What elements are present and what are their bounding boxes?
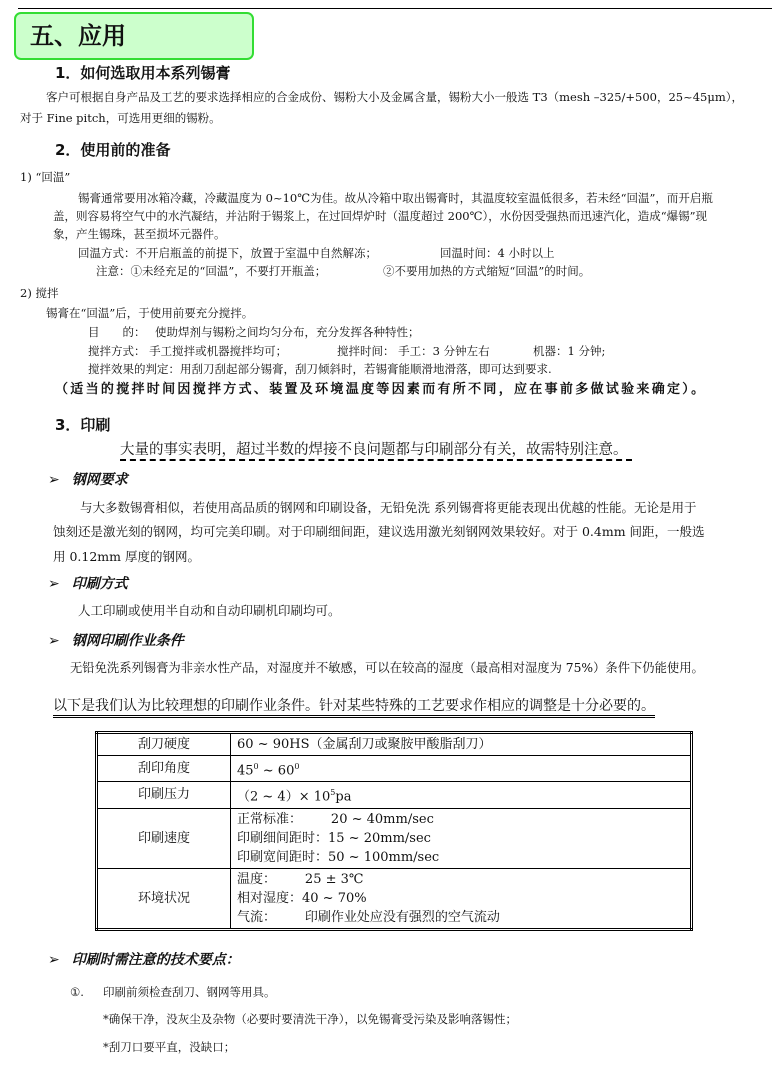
section-title: 五、应用	[30, 22, 126, 50]
para: 盖，则容易将空气中的水汽凝结，并沾附于锡浆上，在过回焊炉时（温度超过 200℃），水份因受强热而迅速汽化，造成“爆锡”现	[53, 209, 707, 223]
heading-2: 2．使用前的准备	[55, 141, 171, 159]
item-label: 2) 搅拌	[20, 286, 59, 300]
arrow-right-icon: ➢	[48, 952, 60, 968]
para: 象，产生锡珠，甚至损坏元器件。	[53, 227, 226, 241]
emphasis-note: 大量的事实表明，超过半数的焊接不良问题都与印刷部分有关，故需特别注意。	[120, 441, 632, 461]
para: 客户可根据自身产品及工艺的要求选择相应的合金成份、锡粉大小及金属含量，锡粉大小一般选 T3（mesh –325/+500，25~45μm），	[46, 90, 744, 104]
subheading: ➢ 钢网印刷作业条件	[48, 633, 184, 649]
para: 蚀刻还是激光刻的钢网，均可完美印刷。对于印刷细间距，建议选用激光刻钢网效果较好。对于 0.4mm 间距，一般选	[53, 524, 705, 539]
para: 用 0.12mm 厚度的钢网。	[53, 549, 200, 564]
para: 搅拌方式： 手工搅拌或机器搅拌均可；	[88, 344, 288, 358]
top-rule	[18, 8, 772, 9]
para: 目 的：	[88, 325, 146, 339]
para: 与大多数锡膏相似，若使用高品质的钢网和印刷设备，无铅免洗 系列锡膏将更能表现出优越的性能。无论是用于	[80, 500, 697, 515]
heading-1: 1．如何选取用本系列锡膏	[55, 64, 231, 82]
underlined-note: 以下是我们认为比较理想的印刷作业条件。针对某些特殊的工艺要求作相应的调整是十分必要的。	[53, 697, 655, 718]
item-label: 1) “回温”	[20, 170, 71, 184]
arrow-right-icon: ➢	[48, 633, 60, 649]
para: 无铅免洗系列锡膏为非亲水性产品，对湿度并不敏感，可以在较高的湿度（最高相对湿度为 75%）条件下仍能使用。	[70, 661, 704, 675]
arrow-right-icon: ➢	[48, 472, 60, 488]
subheading: ➢ 钢网要求	[48, 472, 128, 488]
para: 锡膏在“回温”后，于使用前要充分搅拌。	[46, 306, 254, 320]
para: 机器：1 分钟;	[533, 344, 606, 358]
table-row: 刮印角度 $45^0$ ~ $60^0$	[97, 756, 692, 782]
para: ②不要用加热的方式缩短“回温”的时间。	[383, 264, 591, 278]
subheading: ➢ 印刷时需注意的技术要点：	[48, 952, 240, 968]
para: 搅拌时间： 手工：3 分钟左右	[337, 344, 490, 358]
printing-conditions-table	[95, 731, 693, 931]
table-row: 环境状况 温度： 25 ± 3℃ 相对湿度：40 ~ 70% 气流： 印刷作业处应没有强烈的空气流动	[97, 868, 692, 929]
list-number: ①.	[70, 985, 84, 999]
para: 对于 Fine pitch，可选用更细的锡粉。	[20, 111, 221, 125]
para: 回温方式：不开启瓶盖的前提下，放置于室温中自然解冻；	[78, 246, 377, 260]
table-row: 印刷压力 （2 ~ $4)\times 10^5pa$	[97, 782, 692, 808]
subheading: ➢ 印刷方式	[48, 576, 128, 592]
para: 使助焊剂与锡粉之间均匀分布，充分发挥各种特性；	[155, 325, 420, 339]
list-item: *确保干净，没灰尘及杂物（必要时要清洗干净），以免锡膏受污染及影响落锡性；	[103, 1012, 517, 1026]
remark: （适当的搅拌时间因搅拌方式、装置及环境温度等因素而有所不同，应在事前多做试验来确定）。	[55, 382, 707, 397]
para: 人工印刷或使用半自动和自动印刷机印刷均可。	[78, 603, 341, 618]
para: 搅拌效果的判定：用刮刀刮起部分锡膏，刮刀倾斜时，若锡膏能顺滑地滑落，即可达到要求.	[88, 362, 552, 376]
list-item: *刮刀口要平直，没缺口；	[103, 1040, 236, 1054]
heading-3: 3．印刷	[55, 416, 111, 434]
list-item: 印刷前须检查刮刀、钢网等用具。	[103, 985, 276, 999]
table-row: 刮刀硬度 60 ~ 90HS（金属刮刀或聚胺甲酸脂刮刀）	[97, 733, 692, 756]
para: 回温时间：4 小时以上	[440, 246, 555, 260]
arrow-right-icon: ➢	[48, 576, 60, 592]
para: 锡膏通常要用冰箱冷藏，冷藏温度为 0~10℃为佳。故从冷箱中取出锡膏时，其温度较室温低很多，若未经“回温”，而开启瓶	[78, 191, 713, 205]
section-title-box	[14, 12, 254, 60]
table-row: 印刷速度 正常标准： 20 ~ 40mm/sec 印刷细间距时：15 ~ 20mm/sec 印刷宽间距时：50 ~ 100mm/sec	[97, 808, 692, 868]
para: 注意：①未经充足的“回温”，不要打开瓶盖；	[96, 264, 327, 278]
